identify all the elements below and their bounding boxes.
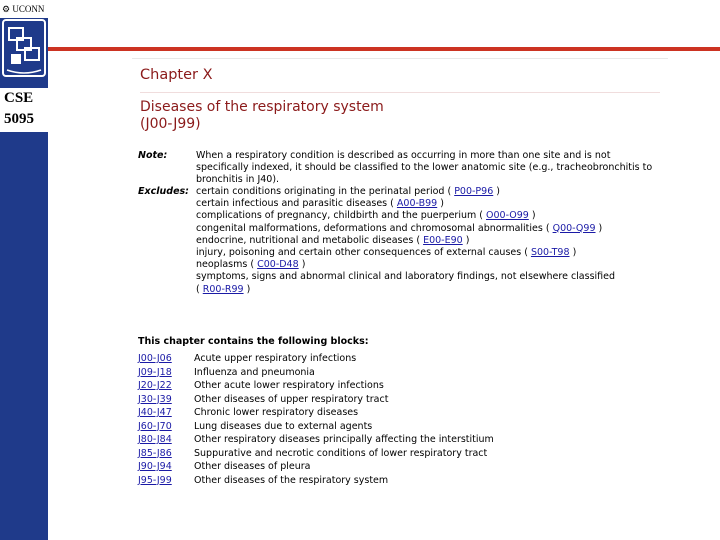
note-text: When a respiratory condition is described as occurring in more than one site and is not specifically indexed, it should be classified to the lower anatomic site (e.g., tracheobronchitis to bronchitis in J40). <box>196 150 653 185</box>
block-label: Other diseases of the respiratory system <box>194 474 389 486</box>
cse-logo-icon <box>1 16 47 80</box>
block-row <box>138 366 494 380</box>
code-link[interactable]: C00-D48 <box>257 259 299 271</box>
code-link[interactable]: O00-O99 <box>486 210 529 222</box>
block-code-link[interactable]: J30-J39 <box>138 393 172 405</box>
icd-screenshot <box>132 58 668 499</box>
chapter-subtitle <box>140 99 384 133</box>
chapter-subtitle-line1: Diseases of the respiratory system <box>140 99 384 115</box>
blocks-heading: This chapter contains the following blocks: <box>138 336 369 347</box>
left-sidebar <box>0 0 48 540</box>
block-label: Suppurative and necrotic conditions of lower respiratory tract <box>194 447 488 459</box>
block-label: Other diseases of upper respiratory tract <box>194 393 389 405</box>
excludes-list <box>196 186 666 296</box>
block-row <box>138 460 494 474</box>
blocks-list <box>138 352 494 487</box>
code-link[interactable]: A00-B99 <box>396 198 438 210</box>
block-label: Lung diseases due to external agents <box>194 420 373 432</box>
excludes-item: neoplasms ( C00-D48 ) <box>196 259 306 271</box>
excludes-item: ( R00-R99 ) <box>196 283 251 295</box>
code-link[interactable]: Q00-Q99 <box>552 222 596 234</box>
block-code-link[interactable]: J90-J94 <box>138 461 172 472</box>
block-label: Chronic lower respiratory diseases <box>194 407 359 418</box>
excludes-item: certain conditions originating in the perinatal period ( P00-P96 ) <box>196 186 500 197</box>
block-label: Other respiratory diseases principally affecting the interstitium <box>194 434 494 445</box>
course-label <box>0 88 48 132</box>
excludes-item: certain infectious and parasitic diseases ( A00-B99 ) <box>196 198 444 210</box>
block-label: Other acute lower respiratory infections <box>194 380 384 391</box>
block-label: Acute upper respiratory infections <box>194 353 357 364</box>
excludes-item: symptoms, signs and abnormal clinical and laboratory findings, not elsewhere classified <box>196 271 616 283</box>
excludes-item: complications of pregnancy, childbirth and the puerperium ( O00-O99 ) <box>196 210 536 222</box>
block-row <box>138 406 494 420</box>
excludes-item: endocrine, nutritional and metabolic diseases ( E00-E90 ) <box>196 234 470 246</box>
code-link[interactable]: R00-R99 <box>202 283 244 295</box>
block-row <box>138 352 494 366</box>
block-code-link[interactable]: J40-J47 <box>138 407 172 418</box>
code-link[interactable]: P00-P96 <box>454 186 494 197</box>
block-code-link[interactable]: J20-J22 <box>138 380 172 391</box>
block-row <box>138 393 494 407</box>
header-accent-bar <box>48 47 720 51</box>
excludes-label: Excludes: <box>138 186 189 197</box>
excludes-item: congenital malformations, deformations and chromosomal abnormalities ( Q00-Q99 ) <box>196 222 603 234</box>
code-link[interactable]: S00-T98 <box>530 247 570 259</box>
block-label: Influenza and pneumonia <box>194 366 315 378</box>
note-label: Note: <box>138 150 168 161</box>
block-code-link[interactable]: J60-J70 <box>138 420 172 432</box>
chapter-title: Chapter X <box>140 67 213 83</box>
excludes-item: injury, poisoning and certain other consequences of external causes ( S00-T98 ) <box>196 247 577 259</box>
code-link[interactable]: E00-E90 <box>423 234 463 246</box>
block-label: Other diseases of pleura <box>194 461 311 472</box>
block-code-link[interactable]: J85-J86 <box>138 447 172 459</box>
block-row <box>138 433 494 447</box>
block-code-link[interactable]: J09-J18 <box>138 366 172 378</box>
block-code-link[interactable]: J80-J84 <box>138 434 172 445</box>
seal-icon: ⚙ <box>2 3 11 14</box>
block-row <box>138 379 494 393</box>
course-line1: CSE <box>4 90 34 106</box>
block-code-link[interactable]: J00-J06 <box>138 353 172 364</box>
brand-name: UCONN <box>12 4 45 14</box>
block-code-link[interactable]: J95-J99 <box>138 474 172 486</box>
chapter-subtitle-line2: (J00-J99) <box>140 116 201 132</box>
course-line2: 5095 <box>4 111 34 127</box>
block-row <box>138 420 494 434</box>
block-row <box>138 447 494 461</box>
block-row <box>138 474 494 488</box>
title-divider <box>140 92 660 93</box>
